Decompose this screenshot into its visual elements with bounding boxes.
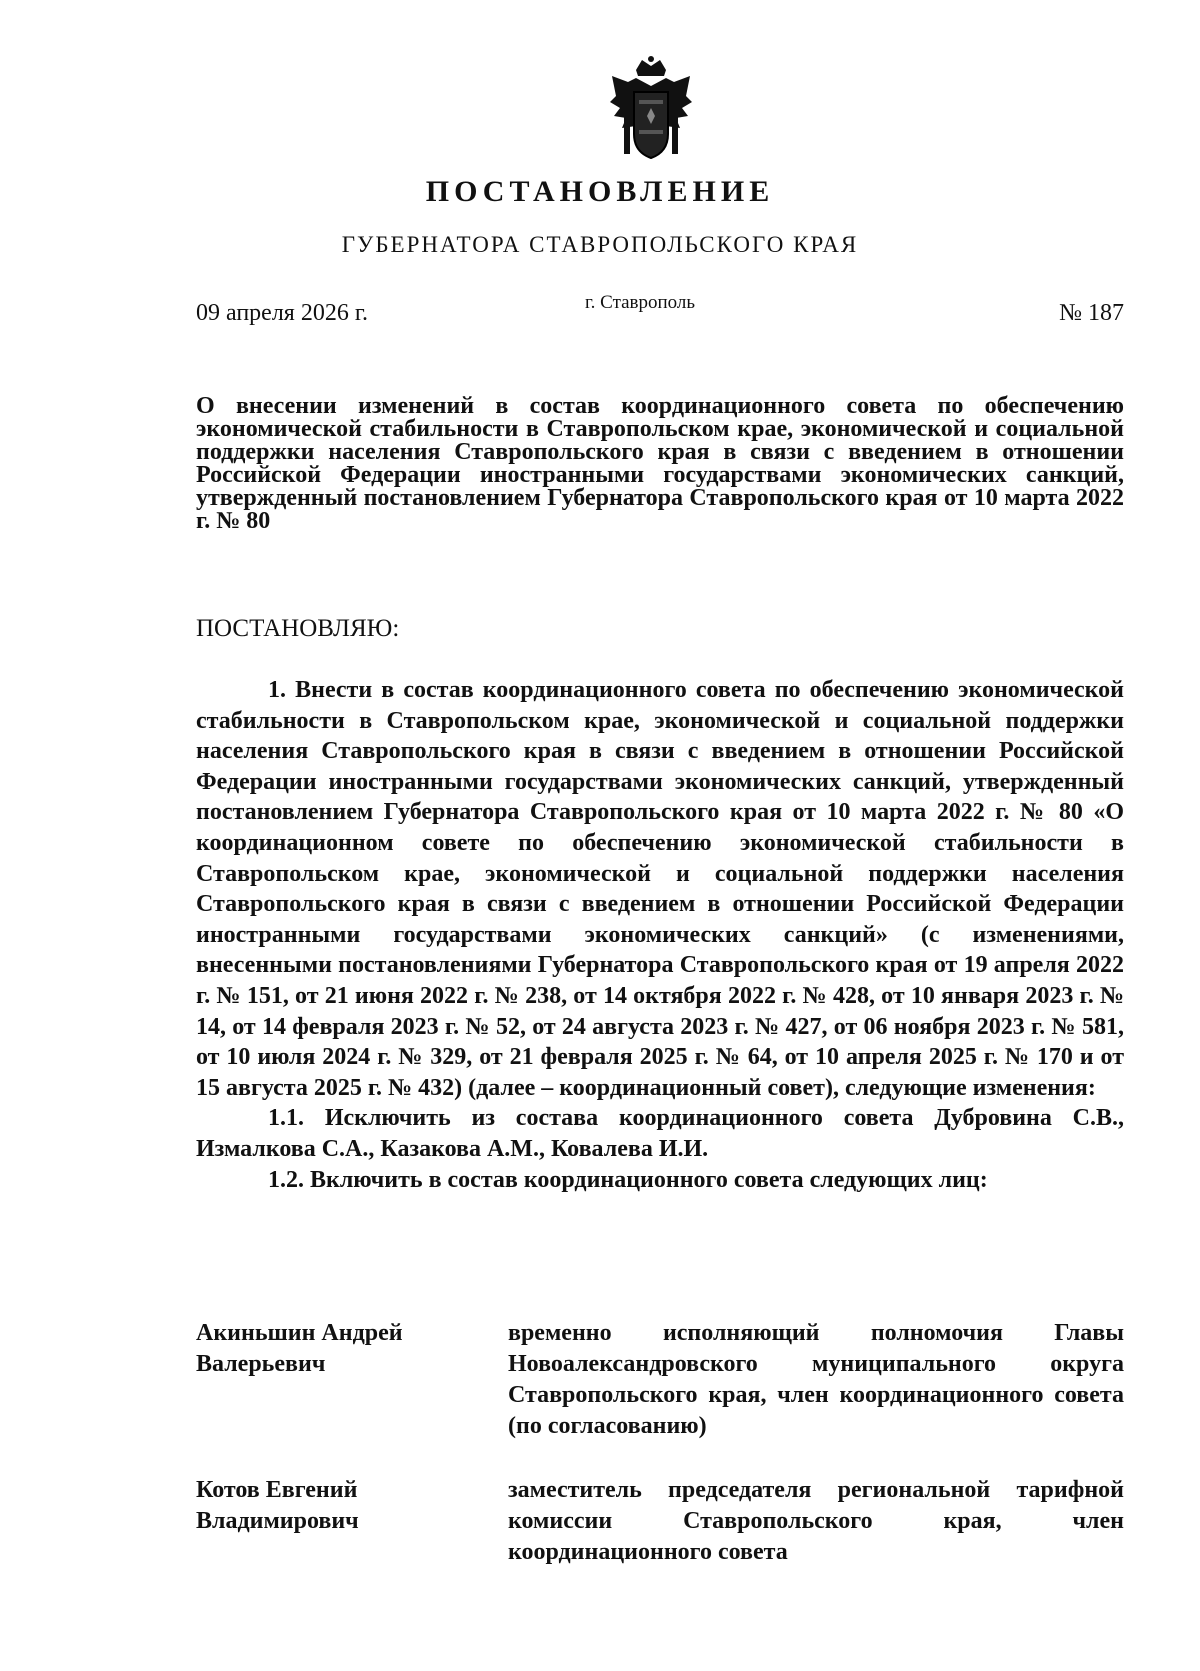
document-body [196,675,1124,1195]
decree-label: ПОСТАНОВЛЯЮ: [196,615,400,642]
member-entry [196,1318,1124,1448]
coat-of-arms-icon [606,56,696,160]
document-date: 09 апреля 2026 г. [196,300,368,326]
member-entry [196,1475,1124,1585]
member-name: Котов Евгений Владимирович [196,1477,359,1534]
document-city: г. Ставрополь [585,292,696,313]
member-role: временно исполняющий полномочия Главы Новоалександровского муниципального округа Ставропольского края, член координационного совета (по согласованию) [508,1320,1124,1439]
member-name: Акиньшин Андрей Валерьевич [196,1320,403,1377]
member-role: заместитель председателя региональной тарифной комиссии Ставропольского края, член координационного совета [508,1477,1124,1565]
document-number: № 187 [1059,300,1124,326]
document-heading: О внесении изменений в состав координационного совета по обеспечению экономической стабильности в Ставропольском крае, экономической и социальной поддержки населения Ставропольского края в связи с введением в отношении Российской Федерации иностранными государствами экономических санкций, утвержденный постановлением Губернатора Ставропольского края от 10 марта 2022 г. № 80 [196,393,1124,534]
paragraph-1: 1. Внести в состав координационного совета по обеспечению экономической стабильности в Ставропольском крае, экономической и социальной поддержки населения Ставропольского края в связи с введением в отношении Российской Федерации иностранными государствами экономических санкций, утвержденный постановлением Губернатора Ставропольского края от 10 марта 2022 г. № 80 «О координационном совете по обеспечению экономической стабильности в Ставропольском крае, экономической и социальной поддержки населения Ставропольского края в связи с введением в отношении Российской Федерации иностранными государствами экономических санкций» (с изменениями, внесенными постановлениями Губернатора Ставропольского края от 19 апреля 2022 г. № 151, от 21 июня 2022 г. № 238, от 14 октября 2022 г. № 428, от 10 января 2023 г. № 14, от 14 февраля 2023 г. № 52, от 24 августа 2023 г. № 427, от 06 ноября 2023 г. № 581, от 10 июля 2024 г. № 329, от 21 февраля 2025 г. № 64, от 10 апреля 2025 г. № 170 и от 15 августа 2025 г. № 432) (далее – координационный совет), следующие изменения: [196,677,1124,1101]
paragraph-1-2: 1.2. Включить в состав координационного совета следующих лиц: [268,1166,988,1193]
document-subtitle: ГУБЕРНАТОРА СТАВРОПОЛЬСКОГО КРАЯ [341,232,859,257]
document-title: ПОСТАНОВЛЕНИЕ [425,175,775,208]
paragraph-1-1: 1.1. Исключить из состава координационного совета Дубровина С.В., Измалкова С.А., Казакова А.М., Ковалева И.И. [196,1105,1124,1162]
